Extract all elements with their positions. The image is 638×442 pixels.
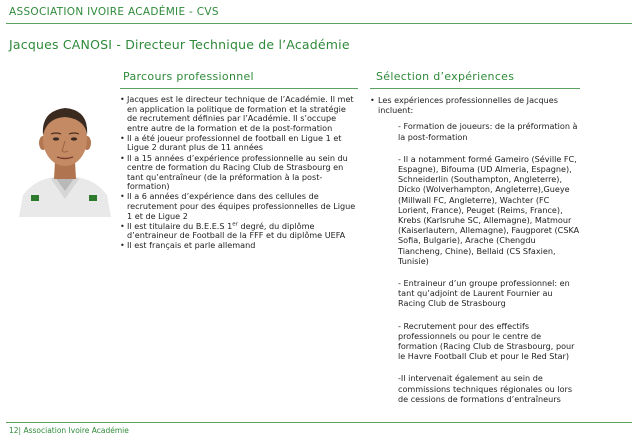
top-divider [6, 23, 632, 24]
bullet-icon: • [120, 95, 125, 104]
portrait-photo [15, 95, 115, 217]
list-item: - Recrutement pour des effectifs professionnels ou pour le centre de formation (Racing Club de Strasbourg, pour le Havre Football Club et pour le Red Star) [398, 320, 575, 362]
left-section-divider [120, 88, 358, 89]
list-item: - Entraineur d’un groupe professionnel: en tant qu’adjoint de Laurent Fournier au Racing Club de Strasbourg [398, 278, 570, 309]
experience-list [370, 95, 580, 404]
left-section-heading: Parcours professionnel [123, 70, 254, 83]
list-item: • Jacques est le directeur technique de l’Académie. Il met en application la politique de formation et la stratégie de recrutement définies par l’Académie. Il s’occupe entre autre de la formation et de la post-formation [120, 94, 354, 133]
bullet-icon: • [120, 192, 125, 202]
person-title: Jacques CANOSI - Directeur Technique de l’Académie [9, 37, 350, 52]
list-item: • Il a 6 années d’expérience dans des cellules de recrutement pour des équipes professionnelles de Ligue 1 et de Ligue 2 [120, 191, 356, 221]
bullet-icon: • [120, 241, 125, 251]
bullet-icon: • [370, 95, 375, 105]
experience-intro: • Les expériences professionnelles de Jacques incluent: [370, 95, 558, 116]
bullet-icon: • [120, 153, 125, 163]
list-item: • Il a été joueur professionnel de football en Ligue 1 et Ligue 2 durant plus de 11 années [120, 132, 342, 153]
list-item: • Il est titulaire du B.E.E.S 1er degré, du diplôme d’entraineur de Football de la FFF et du diplôme UEFA [120, 220, 346, 241]
list-item: • Il a 15 années d’expérience professionnelle au sein du centre de formation du Racing Club de Strasbourg en tant qu’entraîneur (de la préformation à la post-formation) [120, 152, 348, 192]
org-title: ASSOCIATION IVOIRE ACADÉMIE - CVS [9, 6, 219, 18]
list-item: -Il intervenait également au sein de commissions techniques régionales ou lors de cessions de formations d’entraîneurs [398, 373, 573, 404]
right-section-divider [370, 88, 580, 89]
career-list [120, 95, 356, 252]
list-item: - Formation de joueurs: de la préformation à la post-formation [398, 121, 578, 142]
right-section-heading: Sélection d’expériences [376, 70, 515, 83]
bullet-icon: • [120, 221, 125, 231]
bullet-icon: • [120, 133, 125, 143]
footer-divider [6, 422, 632, 423]
list-item: - Il a notamment formé Gameiro (Séville FC, Espagne), Bifouma (UD Almeria, Espagne), Schneiderlin (Southampton, Angleterre), Dicko (Wolverhampton, Angleterre),Gueye (Millwall FC, Angleterre), Wachter (FC Lorient, France), Peuget (Reims, France), Krebs (Karlsruhe SC, Allemagne), Matmour (Kaiserlautern, Allemagne), Faugporet (CSKA Sofia, Bulgarie), Arache (Chengdu Tiancheng, Chine), Bellaid (CS Sfaxien, Tunisie) [398, 153, 580, 266]
list-item: • Il est français et parle allemand [120, 240, 256, 251]
page-footer: 12| Association Ivoire Académie [9, 426, 129, 435]
